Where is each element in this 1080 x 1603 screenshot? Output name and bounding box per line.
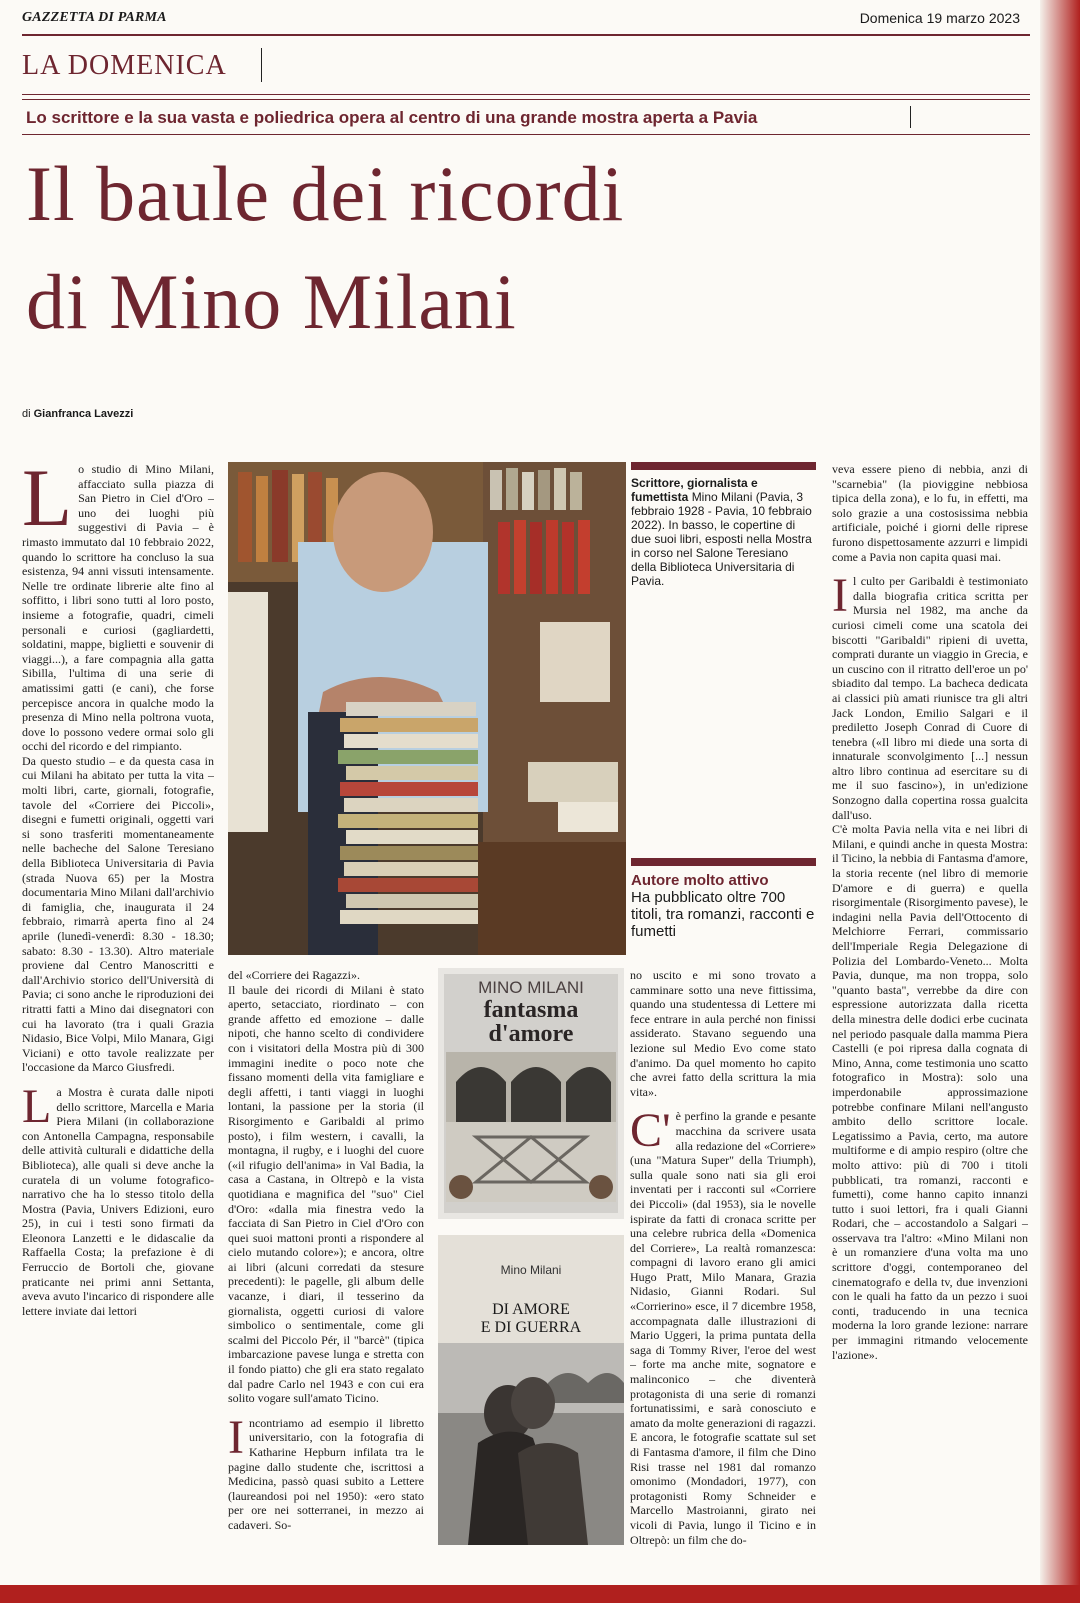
headline-line-2: di Mino Milani	[26, 258, 517, 345]
book-cover-fantasma-d-amore	[438, 968, 624, 1219]
paragraph: del «Corriere dei Ragazzi».	[228, 968, 360, 982]
paragraph: no uscito e mi sono trovato a camminare sotto una neve fittissima, quando una studentessa di Lettere mi fece entrare in aula perché non finissi assiderato. Stavano seguendo una lezione sul Medio Evo come stato d'animo. Da quel momento ho capito che avrei fatto della scrittura la mia vita».	[630, 968, 816, 1099]
section-rule-2	[22, 99, 1030, 100]
book-cover-photo	[438, 1343, 624, 1545]
drop-cap: I	[228, 1410, 244, 1464]
headline-line-1: Il baule dei ricordi	[26, 150, 625, 237]
book-title-line-1: fantasma	[483, 997, 579, 1023]
book-title-line-2: E DI GUERRA	[480, 1319, 582, 1336]
paragraph-text: ncontriamo ad esempio il libretto universitario, con la fotografia di Katharine Hepburn infilata tra le pagine dallo studente che, iscrittosi a Medicina, passò quasi subito a Lettere (laureandosi poi nel 1950): «ero stato per ore nei sotterranei, in mezzo ai cadaveri. So-	[228, 1415, 424, 1532]
book-cover-art	[446, 1052, 616, 1202]
drop-cap: C'	[630, 1104, 671, 1158]
book-cover-di-amore-e-di-guerra	[438, 1235, 624, 1545]
drop-cap: L	[22, 462, 73, 543]
paragraph-text: o studio di Mino Milani, affacciato sulla piazza di San Pietro in Ciel d'Oro – uno dei luoghi più suggestivi di Pavia – è rimasto immutato dal 10 febbraio 2022, quando lo scrittore ha concluso la sua esistenza, 94 anni vissuti intensamente. Nelle tre ordinate librerie alte fino al soffitto, i libri sono tutti al loro posto, insieme a fotografie, quadri, cimeli personali e curiosi (gagliardetti, soldatini, mappe, biglietti e souvenir di viaggi...), a fare compagnia alla gatta Sibilla, l'ultima di una serie di amatissimi gatti (e cani), che forse percepisce ancora in qualche modo la presenza di Mino nella poltrona vuota, dove lo possono vedere ormai solo gli occhi del ricordo e del rimpianto.	[22, 462, 214, 754]
book-title	[438, 1301, 624, 1337]
paragraph: E ancora, le fotografie scattate sul set di Fantasma d'amore, il film che Dino Risi trasse nel 1981 dal romanzo omonimo (Mondadori, 1977), con protagonisti Romy Schneider e Marcello Mastroianni, girato nei vicoli di Pavia, lungo il Ticino e in Oltrepò: un film che do-	[630, 1430, 816, 1547]
caption-text: Mino Milani (Pavia, 3 febbraio 1928 - Pavia, 10 febbraio 2022). In basso, le copertine di due suoi libri, esposti nella Mostra in corso nel Salone Teresiano della Biblioteca Universitaria di Pavia.	[631, 490, 812, 588]
paragraph: Il baule dei ricordi di Milani è stato aperto, setacciato, riordinato – con grande affetto ed emozione – dalle nipoti, che hanno scelto di condividere con i visitatori della Mostra più di 300 immagini inedite o poco note che fissano momenti della vita famigliare e degli affetti, i tanti viaggi in luoghi lontani, la passione per la storia (il Risorgimento e Garibaldi al primo posto), i film western, i cavalli, la montagna, il rugby, e i luoghi del cuore («il rifugio dell'anima» in Val Badia, la casa a Castana, in Oltrepò e la vista quotidiana e magnifica del "suo" Ciel d'Oro: «dalla mia finestra vedo la facciata di San Pietro in Ciel d'Oro con quei suoi mattoni pronti a rispondere al cielo mutando colore»); e ancora, oltre ai libri (alcuni corredati da stesure precedenti): le pagelle, gli album delle vacanze, i diari, il tesserino da giornalista, oggetti curiosi di valore simbolico o sentimentale, come gli scalmi del Piccolo Pér, il "barcè" (tipica imbarcazione pavese lunga e stretta con il fondo piatto) che gli era stato regalato dal padre Carlo nel 1943 e con cui era solito vogare sull'amato Ticino.	[228, 982, 424, 1406]
section-title: LA DOMENICA	[22, 50, 227, 81]
byline-prefix: di	[22, 408, 31, 420]
book-title-line-2: d'amore	[488, 1021, 574, 1047]
byline	[22, 408, 133, 420]
paragraph	[832, 569, 1028, 822]
page-bottom-edge	[0, 1585, 1080, 1603]
caption-lead: Scrittore, giornalista e fumettista	[631, 476, 758, 504]
paragraph	[228, 1410, 424, 1533]
book-author: MINO MILANI	[478, 978, 584, 997]
issue-date: Domenica 19 marzo 2023	[859, 10, 1020, 26]
byline-author: Gianfranca Lavezzi	[33, 408, 134, 420]
author-photo	[228, 462, 626, 955]
top-rule	[22, 34, 1030, 36]
book-title	[438, 998, 624, 1046]
headline	[26, 140, 624, 356]
paragraph-text: è perfino la grande e pesante macchina da scrivere usata alla redazione del «Corriere» (una "Matura Super" della Triumph), sulla quale sono nati sia gli eroi inventati per i racconti sul «Corriere dei Piccoli» (dal 1953), sia le novelle ispirate da fatti di cronaca scritte per una celebre rubrica della «Domenica del Corriere», La realtà romanzesca: compagni di lavoro erano gli amici Hugo Pratt, Milo Manara, Grazia Nidasio, Gianni Rodari. Sul «Corrierino» esce, il 7 dicembre 1958, accompagnata dalle illustrazioni di Mario Uggeri, la prima puntata della saga di Tommy River, l'eroe del west – forte ma anche mite, sognatore e malinconico – che diventerà protagonista di una serie di romanzi fortunatissimi, e sarà conosciuto e amato da molte generazioni di ragazzi.	[630, 1109, 816, 1430]
info-box	[631, 872, 816, 940]
book-author: Mino Milani	[500, 1263, 562, 1277]
paragraph	[22, 462, 214, 754]
page-edge	[1040, 0, 1080, 1603]
info-box-text: Ha pubblicato oltre 700 titoli, tra romanzi, racconti e fumetti	[631, 889, 815, 940]
paragraph-text: l culto per Garibaldi è testimoniato dalla biografia critica scritta per Mursia nel 1982, ma anche da curiosi cimeli come una scatola dei biscotti "Garibaldi" ripieni di uvetta, comprati durante un viaggio in Grecia, e un cuscino con il ritratto dell'eroe un po' sbiadito dal tempo. La bacheca dedicata ai classici più amati riunisce tra gli altri Jack London, Emilio Salgari e il prediletto Joseph Conrad di Cuore di tenebra («Il libro mi diede una sorta di innaturale sconvolgimento [...] nessun altro libro continua ad esercitare su di me il suo fascino»), in un'edizione Sonzogno dalla copertina rossa gualcita dall'uso.	[832, 574, 1028, 822]
info-box-title: Autore molto attivo	[631, 872, 769, 889]
article-column-1	[22, 462, 214, 1572]
article-column-3	[630, 968, 816, 1572]
kicker: Lo scrittore e la sua vasta e poliedrica opera al centro di una grande mostra aperta a Pavia	[26, 108, 758, 127]
article-column-4	[832, 462, 1028, 1572]
masthead: GAZZETTA DI PARMA	[22, 10, 167, 25]
paragraph: Da questo studio – e da questa casa in cui Milani ha abitato per tutta la vita – molti libri, carte, giornali, fotografie, tavole del «Corriere dei Piccoli», disegni e fumetti originali, oggetti vari si sono trasferiti momentaneamente nelle bacheche del Salone Teresiano della Biblioteca Universitaria di Pavia (strada Nuova 65) per la Mostra documentaria Mino Milani dall'archivio di famiglia, che, inaugurata il 24 febbraio, rimarrà aperta fino al 24 aprile (lunedì-venerdì: 8.30 - 18.30; sabato: 8.30 - 13.30). Altro materiale proviene dal Centro Manoscritti e dall'Archivio storico dell'Università di Pavia; ci sono anche le riproduzioni dei ritratti fatti a Mino dai disegnatori con cui ha lavorato (tra i quali Grazia Nidasio, Bice Volpi, Milo Manara, Gigi Viciani) e otto tavole realizzate per l'occasione da Marco Giusfredi.	[22, 753, 214, 1075]
drop-cap: L	[22, 1079, 52, 1133]
paragraph: veva essere pieno di nebbia, anzi di "scarnebia" (la pioviggine nebbiosa tipica della zona), e lo fu, in effetti, ma solo grazie a una costosissima nebbia artificiale, poiché i giorni delle riprese furono dispettosamente azzurri e limpidi come a Pavia non capita quasi mai.	[832, 462, 1028, 564]
paragraph	[22, 1079, 214, 1319]
kicker-divider	[910, 106, 911, 128]
book-title-line-1: DI AMORE	[492, 1301, 570, 1318]
box-bar	[631, 858, 816, 866]
kicker-rule	[22, 134, 1030, 135]
article-column-2	[228, 968, 424, 1572]
paragraph: C'è molta Pavia nella vita e nei libri di Milani, e quindi anche in questa Mostra: il Ticino, la nebbia di Fantasma d'amore, la storia recente (nel libro di memorie D'amore e di guerra) e quella risorgimentale (Risorgimento pavese), le indagini nella Pavia dell'Ottocento di Melchiorre Ferrari, commissario dell'Imperiale Regia Delegazione di Polizia del Lombardo-Veneto... Molta Pavia, dunque, ma non troppa, solo "quanto basta", verrebbe da dire con espressione autorizzata dalla ricetta della minestra delle dodici erbe cucinata nel periodo pasquale dalla mamma Piera Castelli (e poi ripresa dalla cognata di Mino, Anna, come testimonia uno scatto fotografico in Mostra): solo una imperdonabile approssimazione potrebbe confinare Milani nell'angusto ambito dello scrittore locale. Legatissimo a Pavia, certo, ma autore multiforme e di ampio respiro (oltre che molto attivo: più di 700 i titoli pubblicati, tra romanzi, racconti e fumetti), come hanno capito innanzi tutto i suoi lettori, fra i quali Gianni Rodari, che – accostandolo a Salgari – osservava tra l'altro: «Mino Milani non è un romanziere d'una volta ma uno scrittore d'oggi, contemporaneo del cinematografo e della tv, due invenzioni con le quali ha fatto da un pezzo i suoi conti, traducendo in una tecnica moderna la loro grande lezione: narrare per immagini ritmando velocemente l'azione».	[832, 822, 1028, 1362]
author-photo-illustration	[228, 462, 626, 955]
photo-caption	[631, 476, 816, 588]
caption-bar	[631, 462, 816, 470]
paragraph-text: a Mostra è curata dalle nipoti dello scrittore, Marcella e Maria Piera Milani (in collaborazione con Antonella Campagna, responsabile delle attività culturali e didattiche della Biblioteca), alle quali si deve anche la curatela di un volume fotografico-narrativo che ha lo stesso titolo della Mostra (Pavia, Univers Edizioni, euro 25), in cui i testi sono firmati da Eleonora Lanzetti e le didascalie da Raffaella Costa; la prefazione è di Ferruccio de Bortoli che, giovane praticante nei primi anni Settanta, aveva avuto l'incarico di rispondere alle lettere inviate dai lettori	[22, 1084, 214, 1318]
drop-cap: I	[832, 569, 848, 623]
paragraph	[630, 1104, 816, 1430]
section-divider	[261, 48, 262, 82]
section-rule	[22, 94, 1030, 95]
